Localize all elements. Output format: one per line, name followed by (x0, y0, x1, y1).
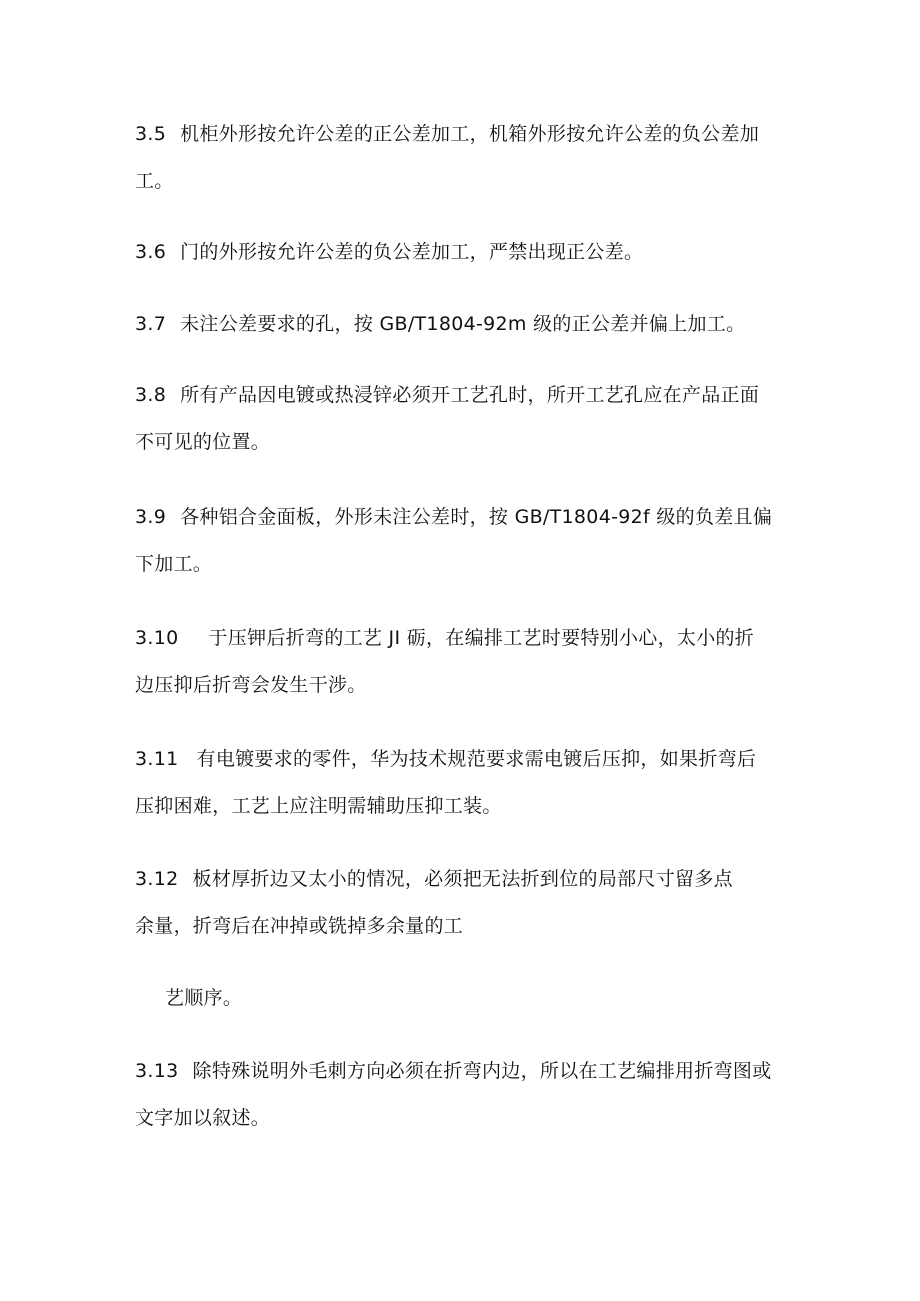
paragraph-text: 各种铝合金面板，外形未注公差时，按 GB/T1804-92f 级的负差且偏 (180, 506, 773, 528)
paragraph-text: 所有产品因电镀或热浸锌必须开工艺孔时，所开工艺孔应在产品正面 (180, 384, 760, 406)
paragraph-3-8-line-1 (135, 382, 759, 408)
paragraph-3-12-line-1 (135, 866, 733, 892)
paragraph-text: 有电镀要求的零件，华为技术规范要求需电镀后压抑，如果折弯后 (196, 748, 757, 770)
paragraph-3-13-line-1 (135, 1058, 772, 1084)
paragraph-number: 3.9 (135, 506, 167, 528)
paragraph-3-11-line-2: 压抑困难，工艺上应注明需辅助压抑工装。 (135, 795, 502, 817)
paragraph-3-9-line-1 (135, 504, 772, 530)
paragraph-3-8-line-2: 不可见的位置。 (135, 431, 271, 453)
paragraph-3-5-line-1 (135, 121, 759, 147)
paragraph-text: 板材厚折边又太小的情况，必须把无法折到位的局部尺寸留多点 (192, 868, 733, 890)
paragraph-3-7-line-1 (135, 311, 745, 337)
paragraph-number: 3.5 (135, 123, 167, 145)
paragraph-3-12-line-2: 余量，折弯后在冲掉或铣掉多余量的工 (135, 915, 464, 937)
paragraph-number: 3.8 (135, 384, 167, 406)
paragraph-3-6-line-1 (135, 239, 643, 265)
paragraph-3-10-line-2: 边压抑后折弯会发生干涉。 (135, 674, 367, 696)
paragraph-3-13-line-2: 文字加以叙述。 (135, 1107, 271, 1129)
paragraph-number: 3.11 (135, 748, 179, 770)
paragraph-text: 机柜外形按允许公差的正公差加工，机箱外形按允许公差的负公差加 (180, 123, 760, 145)
paragraph-number: 3.6 (135, 241, 167, 263)
paragraph-3-5-line-2: 工。 (135, 170, 174, 192)
paragraph-number: 3.12 (135, 868, 179, 890)
paragraph-3-12-line-3: 艺顺序。 (165, 987, 243, 1009)
paragraph-3-10-line-1 (135, 625, 754, 651)
paragraph-text: 未注公差要求的孔，按 GB/T1804-92m 级的正公差并偏上加工。 (180, 313, 746, 335)
paragraph-number: 3.10 (135, 627, 179, 649)
paragraph-3-9-line-2: 下加工。 (135, 553, 213, 575)
paragraph-number: 3.13 (135, 1060, 179, 1082)
paragraph-text: 门的外形按允许公差的负公差加工，严禁出现正公差。 (180, 241, 644, 263)
paragraph-text: 于压钾后折弯的工艺 JI 砺，在编排工艺时要特别小心，太小的折 (208, 627, 755, 649)
paragraph-text: 除特殊说明外毛刺方向必须在折弯内边，所以在工艺编排用折弯图或 (192, 1060, 772, 1082)
paragraph-number: 3.7 (135, 313, 167, 335)
paragraph-3-11-line-1 (135, 746, 756, 772)
